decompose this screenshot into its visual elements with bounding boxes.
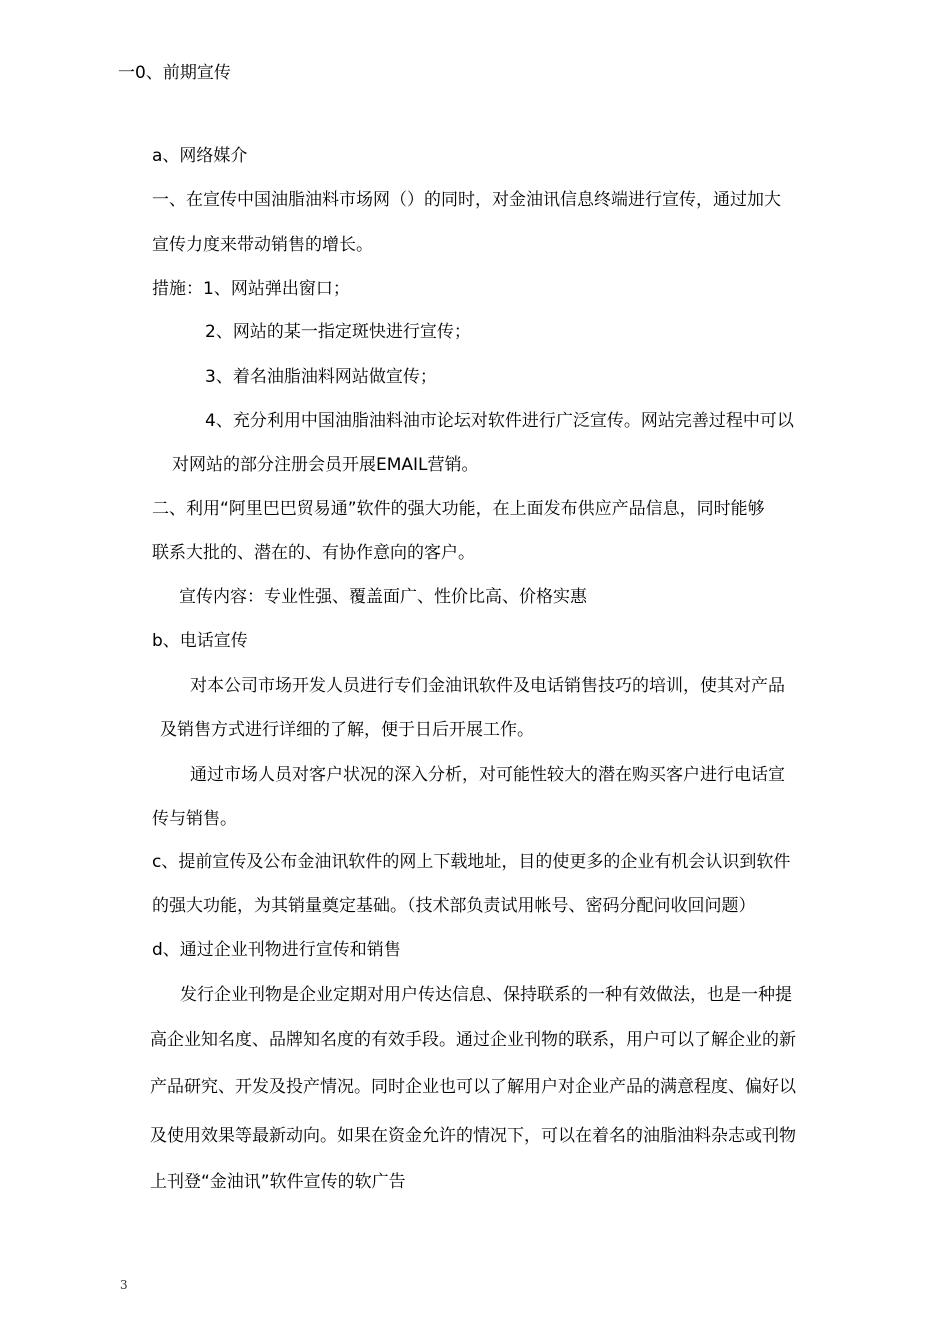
- paragraph-line: 及使用效果等最新动向。如果在资金允许的情况下，可以在着名的油脂油料杂志或刊物: [150, 1126, 796, 1146]
- paragraph-line: 联系大批的、潜在的、有协作意向的客户。: [152, 543, 475, 563]
- subheading-d: d、通过企业刊物进行宣传和销售: [152, 940, 401, 960]
- paragraph-line: 宣传内容：专业性强、覆盖面广、性价比高、价格实惠: [179, 587, 587, 607]
- paragraph-line: 发行企业刊物是企业定期对用户传达信息、保持联系的一种有效做法，也是一种提: [180, 985, 792, 1005]
- paragraph-line: c、提前宣传及公布金油讯软件的网上下载地址，目的使更多的企业有机会认识到软件: [152, 852, 791, 872]
- paragraph-line: 及销售方式进行详细的了解，便于日后开展工作。: [160, 720, 534, 740]
- list-item: 3、着名油脂油料网站做宣传；: [205, 367, 437, 387]
- paragraph-line: 二、利用“阿里巴巴贸易通”软件的强大功能，在上面发布供应产品信息，同时能够: [152, 499, 765, 519]
- list-item: 4、充分利用中国油脂油料油市论坛对软件进行广泛宣传。网站完善过程中可以: [205, 411, 794, 431]
- subheading-a: a、网络媒介: [152, 146, 248, 166]
- paragraph-line: 产品研究、开发及投产情况。同时企业也可以了解用户对企业产品的满意程度、偏好以: [150, 1077, 796, 1097]
- list-item: 2、网站的某一指定斑快进行宣传；: [205, 322, 471, 342]
- subheading-b: b、电话宣传: [152, 631, 248, 651]
- paragraph-line: 传与销售。: [152, 809, 237, 829]
- page-number: 3: [120, 1278, 128, 1292]
- paragraph-line: 对网站的部分注册会员开展EMAIL营销。: [172, 455, 479, 475]
- paragraph-line: 上刊登“金油讯”软件宣传的软广告: [150, 1172, 406, 1192]
- paragraph-line: 通过市场人员对客户状况的深入分析，对可能性较大的潜在购买客户进行电话宣: [190, 765, 785, 785]
- section-heading: 一0、前期宣传: [118, 63, 231, 83]
- paragraph-line: 一、在宣传中国油脂油料市场网（）的同时，对金油讯信息终端进行宣传，通过加大: [152, 190, 781, 210]
- paragraph-line: 高企业知名度、品牌知名度的有效手段。通过企业刊物的联系，用户可以了解企业的新: [150, 1030, 796, 1050]
- paragraph-line: 宣传力度来带动销售的增长。: [152, 235, 373, 255]
- paragraph-line: 措施：1、网站弹出窗口；: [152, 279, 350, 299]
- paragraph-line: 的强大功能，为其销量奠定基础。（技术部负责试用帐号、密码分配问收回问题）: [152, 896, 756, 916]
- paragraph-line: 对本公司市场开发人员进行专们金油讯软件及电话销售技巧的培训，使其对产品: [190, 676, 785, 696]
